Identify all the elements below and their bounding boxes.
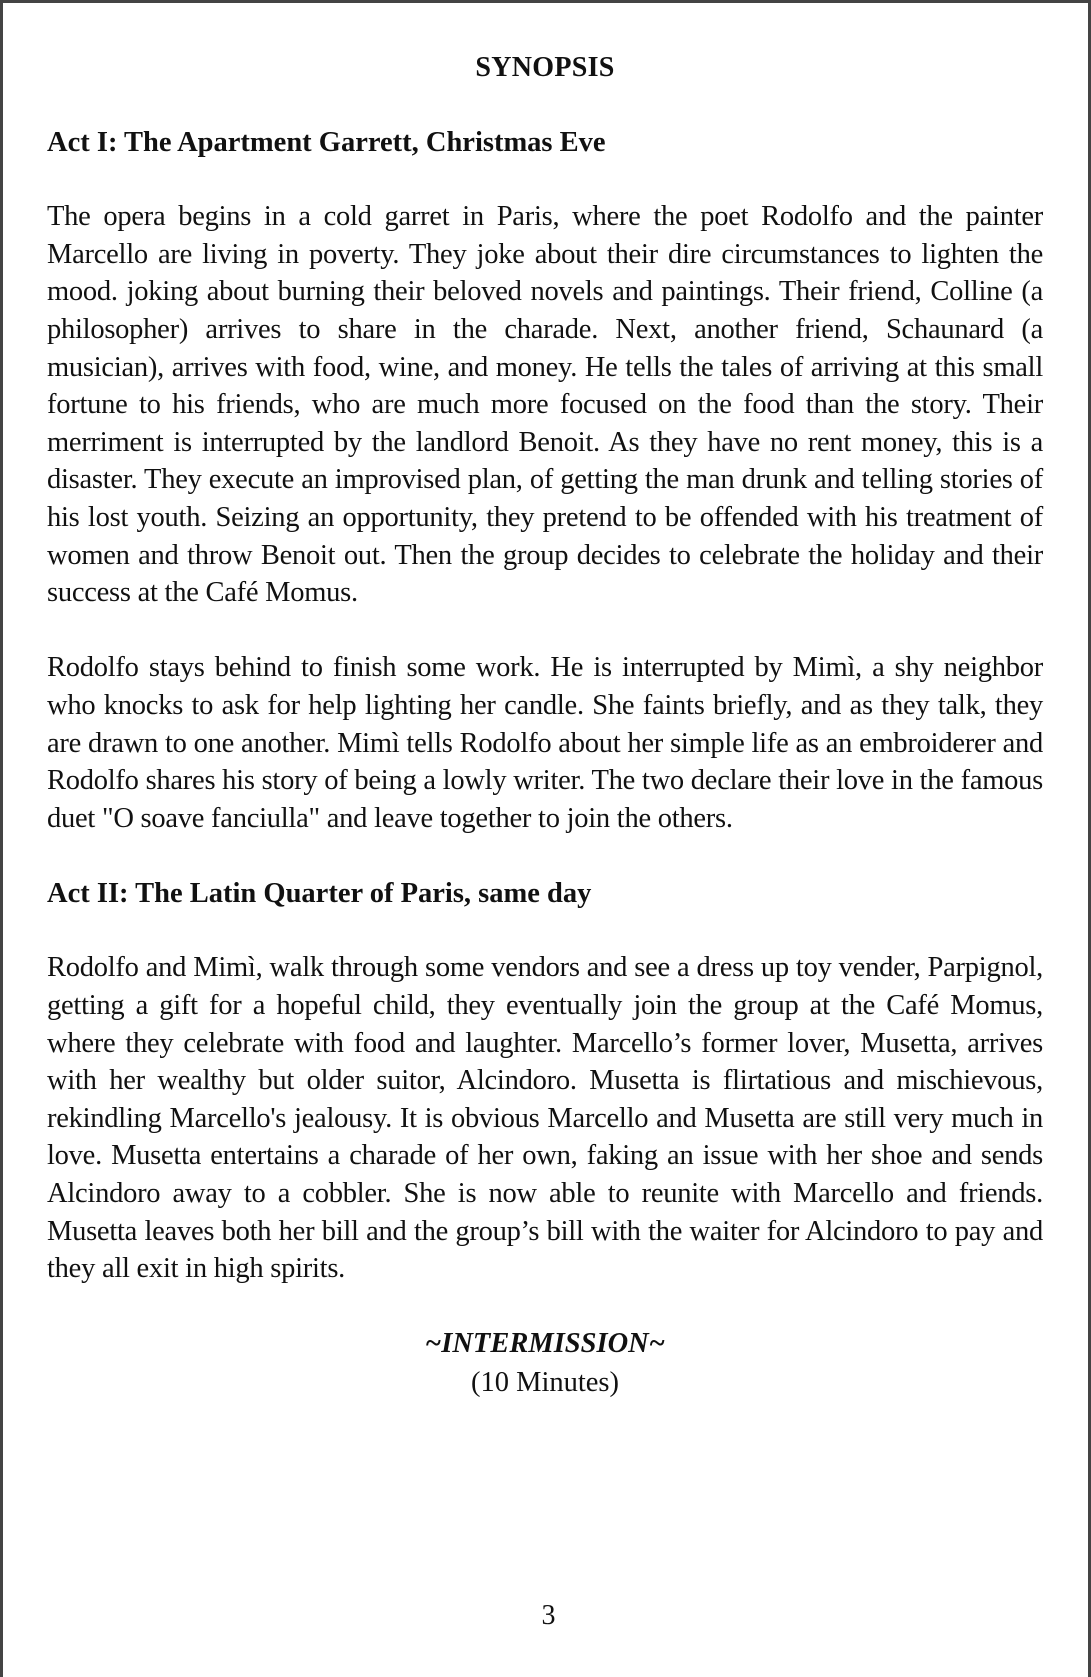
intermission-title: ~INTERMISSION~ [425, 1328, 665, 1360]
act-1-paragraph-1: The opera begins in a cold garret in Paris, where the poet Rodolfo and the painter Marcello are living in poverty. They joke about their dire circumstances to lighten the mood. joking about burning their beloved novels and paintings. Their friend, Colline (a philosopher) arrives to share in the charade. Next, another friend, Schaunard (a musician), arrives with food, wine, and money. He tells the tales of arriving at this small fortune to his friends, who are much more focused on the food than the story. Their merriment is interrupted by the landlord Benoit. As they have no rent money, this is a disaster. They execute an improvised plan, of getting the man drunk and telling stories of his lost youth. Seizing an opportunity, they pretend to be offended with his treatment of women and throw Benoit out. Then the group decides to celebrate the holiday and their success at the Café Momus. [47, 201, 1043, 609]
act-1-heading: Act I: The Apartment Garrett, Christmas Eve [47, 126, 606, 158]
document-title: SYNOPSIS [475, 52, 615, 83]
act-1-paragraph-2: Rodolfo stays behind to finish some work. He is interrupted by Mimì, a shy neighbor who knocks to ask for help lighting her candle. She faints briefly, and as they talk, they are drawn to one another. Mimì tells Rodolfo about her simple life as an embroiderer and Rodolfo shares his story of being a lowly writer. The two declare their love in the famous duet "O soave fanciulla" and leave together to join the others. [47, 652, 1043, 834]
page-number: 3 [541, 1600, 556, 1631]
intermission-duration: (10 Minutes) [470, 1367, 620, 1398]
intermission-block [47, 1325, 1043, 1401]
act-2-heading: Act II: The Latin Quarter of Paris, same day [47, 877, 592, 909]
act-2-paragraph-1: Rodolfo and Mimì, walk through some vendors and see a dress up toy vender, Parpignol, getting a gift for a hopeful child, they eventually join the group at the Café Momus, where they celebrate with food and laughter. Marcello’s former lover, Musetta, arrives with her wealthy but older suitor, Alcindoro. Musetta is flirtatious and mischievous, rekindling Marcello's jealousy. It is obvious Marcello and Musetta are still very much in love. Musetta entertains a charade of her own, faking an issue with her shoe and sends Alcindoro away to a cobbler. She is now able to reunite with Marcello and friends. Musetta leaves both her bill and the group’s bill with the waiter for Alcindoro to pay and they all exit in high spirits. [47, 952, 1043, 1285]
page-content [47, 49, 1043, 1402]
